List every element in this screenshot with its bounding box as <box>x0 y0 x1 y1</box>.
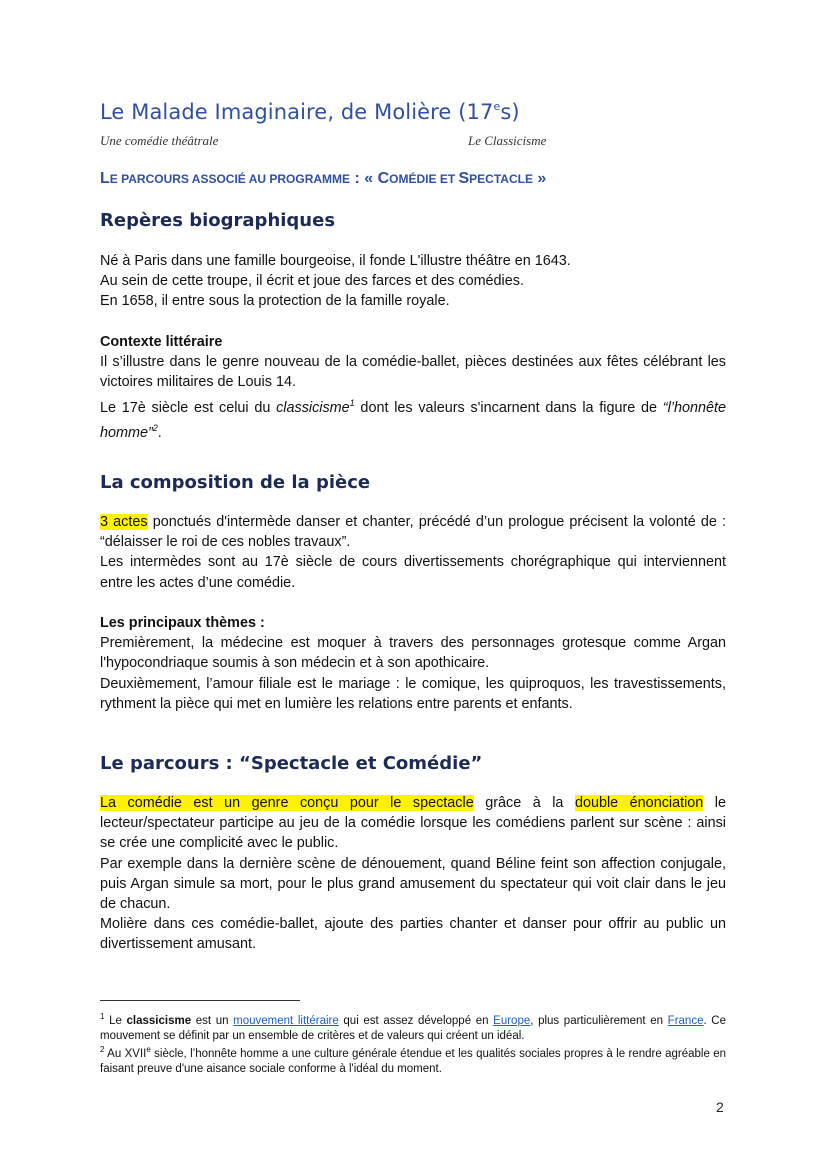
title-superscript: e <box>493 100 501 113</box>
link-europe[interactable]: Europe <box>493 1014 531 1027</box>
page-title: Le Malade Imaginaire, de Molière (17es) <box>100 100 520 124</box>
context-paragraph-classicisme: Le 17è siècle est celui du classicisme$^1$ dont les valeurs s'incarnent dans la figure de “l’honnête homme”$^2$. <box>100 397 726 441</box>
highlight-double-enonciation: double énonciation <box>574 795 704 811</box>
footnote-1: $^1$ Le classicisme est un mouvement littéraire qui est assez développé en Europe, plus particulièrement en France. Ce mouvement se définit par un ensemble de critères et de valeurs qui créent un idéal. <box>100 1012 726 1042</box>
bio-line: En 1658, il entre sous la protection de la famille royale. <box>100 293 450 310</box>
themes-paragraph: Premièrement, la médecine est moquer à travers des personnages grotesque comme Argan l'hypocondriaque soumis à son médecin et à son apothicaire. <box>100 635 726 672</box>
parcours-heading: LE PARCOURS ASSOCIÉ AU PROGRAMME : « COMÉDIE ET SPECTACLE » <box>100 170 547 187</box>
composition-paragraph: 3 actes ponctués d'intermède danser et chanter, précédé d’un prologue précisent la volonté de : “délaisser le roi de ces nobles travaux”. <box>100 514 726 551</box>
page-number: 2 <box>716 1099 724 1115</box>
bio-line: Né à Paris dans une famille bourgeoise, il fonde L'illustre théâtre en 1643. <box>100 253 571 269</box>
section-heading-biographie: Repères biographiques <box>100 210 336 231</box>
themes-paragraph: Deuxièmement, l’amour filiale est le mariage : le comique, les quiproquos, les travestissements, rythment la pièce qui met en lumière les relations entre parents et enfants. <box>100 675 726 712</box>
parcours-block <box>100 793 726 955</box>
link-france[interactable]: France <box>667 1014 704 1027</box>
composition-block <box>100 512 726 593</box>
context-heading: Contexte littéraire <box>100 334 223 350</box>
subtitle-left: Une comédie théâtrale <box>100 133 219 148</box>
subtitle-right: Le Classicisme <box>468 133 547 148</box>
section-heading-composition: La composition de la pièce <box>100 472 371 493</box>
bio-paragraph <box>100 251 726 312</box>
footnote-separator <box>100 1000 300 1001</box>
highlight-comedie: La comédie est un genre conçu pour le spectacle <box>100 795 474 811</box>
composition-paragraph: Les intermèdes sont au 17è siècle de cours divertissements chorégraphique qui interviennent entre les actes d’une comédie. <box>100 554 726 591</box>
link-mouvement-litteraire[interactable]: mouvement littéraire <box>233 1014 339 1027</box>
themes-heading: Les principaux thèmes : <box>100 615 265 631</box>
context-block <box>100 332 726 443</box>
section-heading-parcours: Le parcours : “Spectacle et Comédie” <box>100 753 483 774</box>
highlight-actes: 3 actes <box>100 514 148 530</box>
bio-line: Au sein de cette troupe, il écrit et joue des farces et des comédies. <box>100 273 524 290</box>
footnotes <box>100 1010 726 1077</box>
footnote-2: $^2$ Au XVIIe siècle, l’honnête homme a une culture générale étendue et les qualités sociales propres à le rendre agréable en faisant preuve d'une aisance sociale conforme à l'idéal du moment. <box>100 1045 726 1076</box>
context-paragraph: Il s’illustre dans le genre nouveau de la comédie-ballet, pièces destinées aux fêtes célébrant les victoires militaires de Louis 14. <box>100 354 726 391</box>
themes-block <box>100 613 726 714</box>
parcours-paragraph: La comédie est un genre conçu pour le spectacle grâce à la double énonciation le lecteur/spectateur participe au jeu de la comédie lorsque les comédiens parlent sur scène : ainsi se crée une complicité avec le public. <box>100 795 727 852</box>
parcours-paragraph: Par exemple dans la dernière scène de dénouement, quand Béline feint son affection conjugale, puis Argan simule sa mort, pour le plus grand amusement du spectateur qui voit clair dans le jeu de chacun. <box>100 855 726 913</box>
parcours-paragraph: Molière dans ces comédie-ballet, ajoute des parties chanter et danser pour offrir au public un divertissement amusant. <box>100 916 726 953</box>
